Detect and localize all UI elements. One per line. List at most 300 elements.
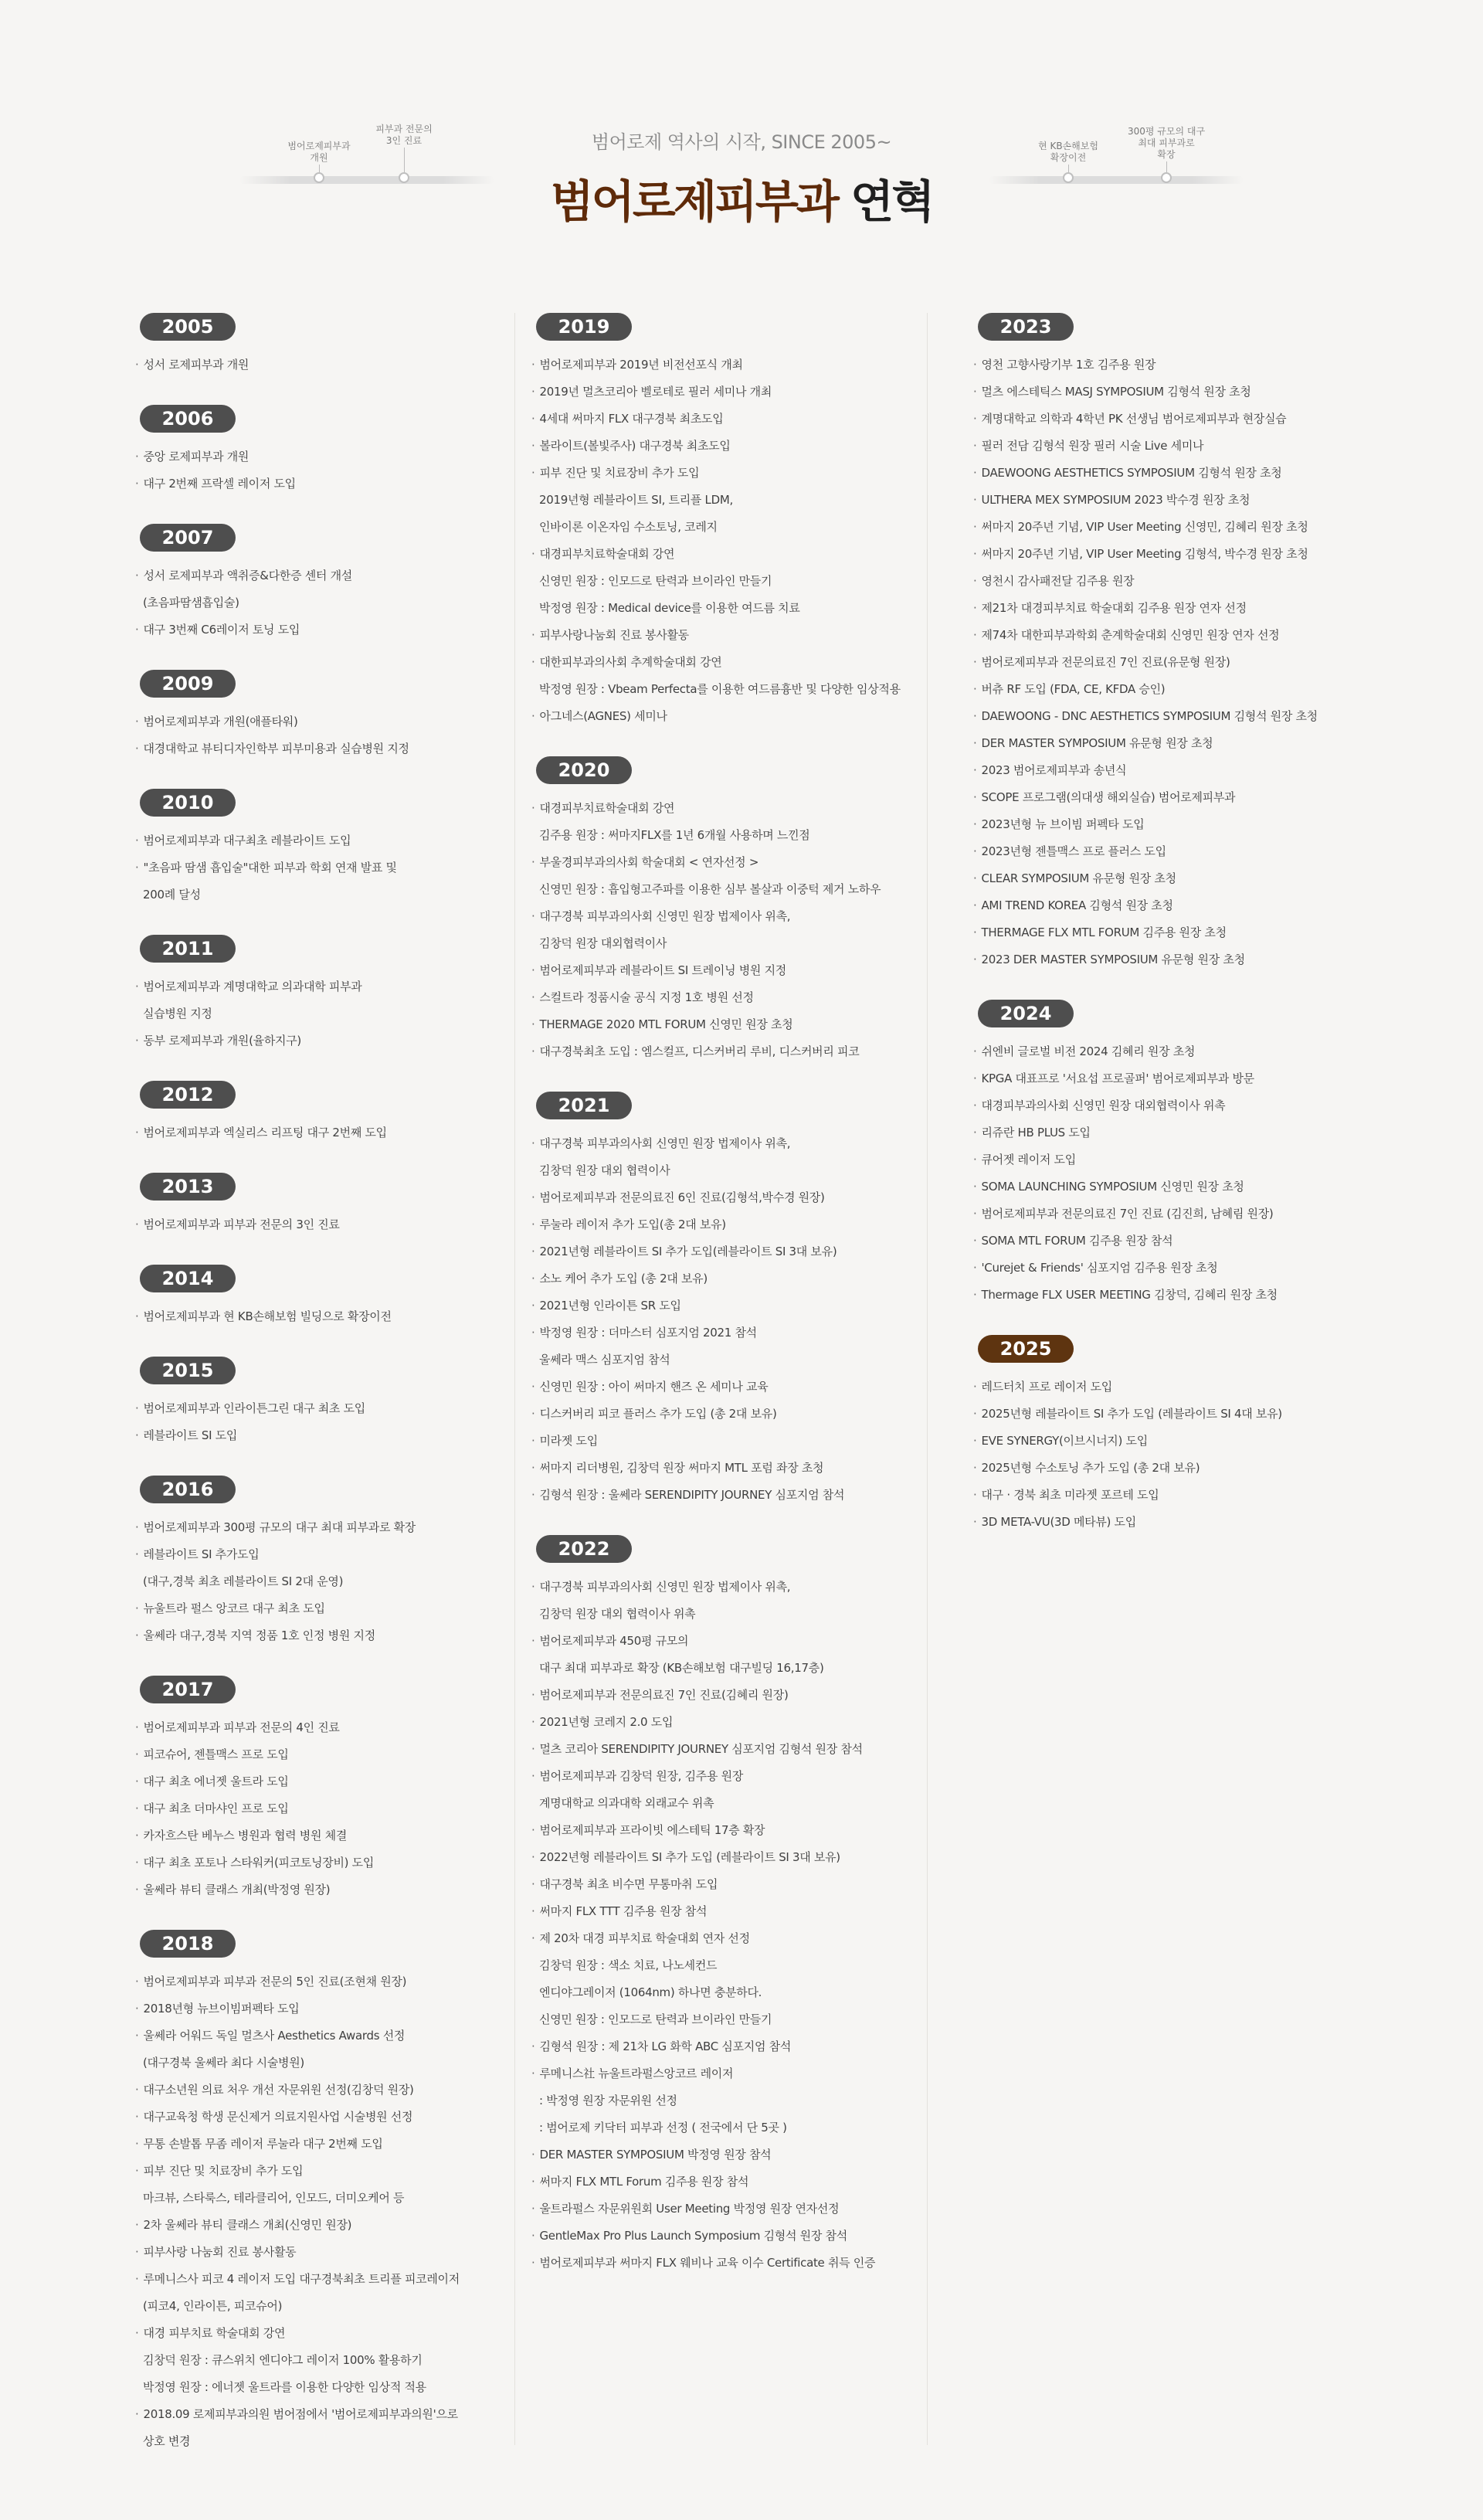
history-item — [973, 433, 1375, 460]
history-item-text: 울쎄라 뷰티 클래스 개최(박정영 원장) — [143, 1883, 331, 1897]
history-item — [135, 1000, 498, 1027]
bullet-icon: · — [531, 1850, 535, 1864]
history-item — [135, 854, 498, 881]
bullet-icon: · — [531, 1136, 535, 1150]
history-item-text: 영천시 감사패전달 김주용 원장 — [981, 574, 1135, 588]
history-item — [973, 1146, 1375, 1173]
history-item-text: 마크뷰, 스타룩스, 테라클리어, 인모드, 더미오케어 등 — [143, 2191, 405, 2205]
history-item-text: 범어로제피부과 계명대학교 의과대학 피부과 — [143, 980, 362, 993]
history-item — [973, 1374, 1375, 1401]
history-item — [135, 1119, 498, 1146]
timeline-stem — [1068, 165, 1069, 172]
bullet-icon: · — [135, 2002, 139, 2016]
history-item — [531, 352, 925, 379]
bullet-icon: · — [531, 1634, 535, 1648]
bullet-icon: · — [973, 412, 977, 426]
bullet-icon: · — [135, 569, 139, 582]
history-item — [135, 1211, 498, 1238]
bullet-icon: · — [973, 1072, 977, 1085]
bullet-icon: · — [531, 1715, 535, 1729]
bullet-icon: · — [973, 520, 977, 534]
history-item-text: 대구 최초 더마샤인 프로 도입 — [143, 1802, 289, 1815]
bullet-icon: · — [135, 715, 139, 728]
history-item-text: 김창덕 원장 대외 협력이사 위촉 — [539, 1607, 696, 1621]
history-item-text: 대경 피부치료 학술대회 강연 — [143, 2326, 286, 2340]
history-item-text: 피부 진단 및 치료장비 추가 도입 — [539, 466, 700, 480]
history-item-text: 범어로제피부과 300평 규모의 대구 최대 피부과로 확장 — [143, 1520, 416, 1534]
history-item — [135, 2050, 498, 2077]
bullet-icon: · — [135, 1747, 139, 1761]
hero-header — [0, 0, 1483, 255]
history-item-text: 디스커버리 피코 플러스 추가 도입 (총 2대 보유) — [539, 1407, 777, 1421]
history-item-text: 범어로제피부과 프라이빗 에스테틱 17층 확장 — [539, 1823, 765, 1837]
history-item — [973, 730, 1375, 757]
bullet-icon: · — [135, 1309, 139, 1323]
year-badge: 2012 — [140, 1081, 236, 1109]
history-item — [973, 460, 1375, 487]
year-section-2021 — [531, 1092, 925, 1509]
history-item-text: 필러 전담 김형석 원장 필러 시술 Live 세미나 — [981, 439, 1204, 453]
year-badge: 2006 — [140, 405, 236, 433]
history-item-text: SCOPE 프로그램(의대생 해외실습) 범어로제피부과 — [981, 790, 1236, 804]
history-item-text: 박정영 원장 : Medical device를 이용한 여드름 치료 — [539, 601, 800, 615]
history-item — [531, 957, 925, 984]
bullet-icon: · — [531, 1742, 535, 1756]
history-item — [531, 1157, 925, 1184]
history-item — [973, 703, 1375, 730]
history-item — [531, 1952, 925, 1979]
bullet-icon: · — [135, 1883, 139, 1897]
timeline-label: 범어로제피부과 개원 — [287, 141, 351, 163]
history-item-text: 2023 범어로제피부과 송년식 — [981, 763, 1127, 777]
year-badge: 2020 — [536, 756, 632, 784]
history-item — [973, 1255, 1375, 1282]
history-item-text: 성서 로제피부과 개원 — [143, 358, 249, 372]
bullet-icon: · — [531, 1823, 535, 1837]
history-item-text: 미라젯 도입 — [539, 1434, 598, 1448]
history-item — [135, 1968, 498, 1995]
bullet-icon: · — [531, 2039, 535, 2053]
history-item — [531, 2223, 925, 2250]
history-item-text: ULTHERA MEX SYMPOSIUM 2023 박수경 원장 초청 — [981, 493, 1251, 507]
history-item — [135, 616, 498, 644]
history-item — [531, 1601, 925, 1628]
history-item-text: 2021년형 코레지 2.0 도입 — [539, 1715, 674, 1729]
bullet-icon: · — [531, 2067, 535, 2080]
history-item-text: 범어로제피부과 레블라이트 SI 트레이닝 병원 지정 — [539, 963, 786, 977]
year-badge: 2018 — [140, 1930, 236, 1958]
year-section-2022 — [531, 1535, 925, 2277]
history-item — [135, 470, 498, 498]
history-item-text: 멀츠 에스테틱스 MASJ SYMPOSIUM 김형석 원장 초청 — [981, 385, 1251, 399]
history-item — [531, 1655, 925, 1682]
history-item-text: 2021년형 인라이튼 SR 도입 — [539, 1299, 681, 1313]
history-item — [531, 1898, 925, 1925]
history-item — [531, 1455, 925, 1482]
history-item-text: 범어로제피부과 대구최초 레블라이트 도입 — [143, 834, 351, 847]
history-item — [135, 352, 498, 379]
bullet-icon: · — [531, 1904, 535, 1918]
bullet-icon: · — [135, 861, 139, 875]
history-item — [135, 2347, 498, 2374]
history-item — [973, 1401, 1375, 1428]
history-item — [531, 1574, 925, 1601]
history-item-text: DAEWOONG AESTHETICS SYMPOSIUM 김형석 원장 초청 — [981, 466, 1282, 480]
history-item — [973, 622, 1375, 649]
bullet-icon: · — [973, 682, 977, 696]
bullet-icon: · — [135, 450, 139, 464]
history-item — [135, 1822, 498, 1849]
history-item-text: "초음파 땀샘 흡입술"대한 피부과 학회 연재 발표 및 — [143, 861, 397, 875]
year-section-2025 — [973, 1335, 1375, 1536]
bullet-icon: · — [973, 1044, 977, 1058]
bullet-icon: · — [135, 1628, 139, 1642]
history-item-text: 2025년형 수소토닝 추가 도입 (총 2대 보유) — [981, 1461, 1200, 1475]
history-item-text: THERMAGE FLX MTL FORUM 김주용 원장 초청 — [981, 925, 1227, 939]
history-item-text: 상호 변경 — [143, 2434, 191, 2448]
history-item — [531, 406, 925, 433]
year-badge: 2019 — [536, 313, 632, 341]
history-item — [135, 2239, 498, 2266]
bullet-icon: · — [973, 439, 977, 453]
history-item-text: 대구경북 피부과의사회 신영민 원장 법제이사 위촉, — [539, 1580, 791, 1594]
bullet-icon: · — [973, 790, 977, 804]
history-item — [973, 568, 1375, 595]
history-column-2 — [531, 313, 925, 2303]
history-item — [531, 903, 925, 930]
history-item-text: DER MASTER SYMPOSIUM 박정영 원장 참석 — [539, 2148, 772, 2162]
bullet-icon: · — [135, 2407, 139, 2421]
history-item-text: 2023년형 젠틀맥스 프로 플러스 도입 — [981, 844, 1166, 858]
history-item-text: 김창덕 원장 대외협력이사 — [539, 936, 667, 950]
history-item-text: 범어로제피부과 김창덕 원장, 김주용 원장 — [539, 1769, 744, 1783]
history-item-text: 김창덕 원장 : 색소 치료, 나노세컨드 — [539, 1958, 718, 1972]
history-item-text: 범어로제피부과 피부과 전문의 4인 진료 — [143, 1720, 340, 1734]
history-item-text: 멀츠 코리아 SERENDIPITY JOURNEY 심포지엄 김형석 원장 참석 — [539, 1742, 863, 1756]
year-section-2012 — [135, 1081, 498, 1146]
timeline-point — [1022, 139, 1115, 183]
history-item — [135, 1714, 498, 1741]
history-item — [135, 1795, 498, 1822]
bullet-icon: · — [531, 1461, 535, 1475]
bullet-icon: · — [135, 358, 139, 372]
history-item-text: Thermage FLX USER MEETING 김창덕, 김혜리 원장 초청 — [981, 1288, 1278, 1302]
history-item — [135, 2158, 498, 2185]
history-item — [135, 443, 498, 470]
year-badge: 2010 — [140, 789, 236, 817]
bullet-icon: · — [973, 1488, 977, 1502]
history-item — [135, 2293, 498, 2320]
history-item — [973, 676, 1375, 703]
timeline-point — [1120, 125, 1213, 183]
history-item — [973, 406, 1375, 433]
history-item-text: 엔디야그레이저 (1064nm) 하나면 충분하다. — [539, 1985, 762, 1999]
history-item — [531, 1428, 925, 1455]
bullet-icon: · — [531, 1218, 535, 1231]
history-item — [531, 2196, 925, 2223]
history-item-text: 뉴울트라 펄스 앙코르 대구 최초 도입 — [143, 1601, 325, 1615]
history-item — [531, 379, 925, 406]
bullet-icon: · — [531, 466, 535, 480]
history-item-text: 버츄 RF 도입 (FDA, CE, KFDA 승인) — [981, 682, 1166, 696]
history-item — [973, 1173, 1375, 1201]
history-item-text: 울트라펄스 자문위원회 User Meeting 박정영 원장 연자선정 — [539, 2202, 840, 2216]
bullet-icon: · — [135, 1775, 139, 1788]
bullet-icon: · — [973, 709, 977, 723]
history-item-text: 2021년형 레블라이트 SI 추가 도입(레블라이트 SI 3대 보유) — [539, 1245, 837, 1258]
history-item-text: 범어로제피부과 개원(애플타워) — [143, 715, 298, 728]
history-item — [973, 919, 1375, 946]
bullet-icon: · — [531, 801, 535, 815]
history-item-text: 루메니스사 피코 4 레이저 도입 대구경북최초 트리플 피코레이저 — [143, 2272, 460, 2286]
history-item — [973, 1428, 1375, 1455]
history-item-text: 성서 로제피부과 액취증&다한증 센터 개설 — [143, 569, 352, 582]
year-badge: 2014 — [140, 1265, 236, 1292]
history-item-text: 대구 · 경북 최초 미라젯 포르테 도입 — [981, 1488, 1159, 1502]
bullet-icon: · — [531, 2175, 535, 2189]
history-item — [135, 1027, 498, 1055]
history-item-text: (초음파땀샘흡입술) — [143, 596, 239, 610]
history-item — [531, 2250, 925, 2277]
bullet-icon: · — [973, 1380, 977, 1394]
history-item-text: 2019년형 레블라이트 SI, 트리플 LDM, — [539, 493, 733, 507]
history-item-text: 박정영 원장 : Vbeam Perfecta를 이용한 여드름흉반 및 다양한 임상적용 — [539, 682, 901, 696]
history-item — [135, 2131, 498, 2158]
bullet-icon: · — [973, 358, 977, 372]
history-item — [973, 1119, 1375, 1146]
bullet-icon: · — [531, 1488, 535, 1502]
history-item — [973, 514, 1375, 541]
history-item — [973, 1482, 1375, 1509]
history-item — [973, 1065, 1375, 1092]
history-item-text: KPGA 대표프로 '서요섭 프로골퍼' 범어로제피부과 방문 — [981, 1072, 1254, 1085]
history-item-text: 범어로제피부과 엑실리스 리프팅 대구 2번째 도입 — [143, 1126, 387, 1139]
history-item-text: 소노 케어 추가 도입 (총 2대 보유) — [539, 1272, 708, 1285]
bullet-icon: · — [973, 385, 977, 399]
year-section-2013 — [135, 1173, 498, 1238]
history-item-text: 김형석 원장 : 울쎄라 SERENDIPITY JOURNEY 심포지엄 참석 — [539, 1488, 845, 1502]
bullet-icon: · — [135, 980, 139, 993]
history-item — [135, 2077, 498, 2104]
history-item — [531, 1628, 925, 1655]
history-item-text: 2023년형 뉴 브이빔 퍼펙타 도입 — [981, 817, 1145, 831]
history-item-text: 대구경북최초 도입 : 엠스컬프, 디스커버리 루비, 디스커버리 피코 — [539, 1044, 860, 1058]
history-item — [531, 514, 925, 541]
bullet-icon: · — [531, 1326, 535, 1340]
history-item-text: 범어로제피부과 피부과 전문의 5인 진료(조현채 원장) — [143, 1975, 407, 1988]
history-item-text: (피코4, 인라이튼, 피코슈어) — [143, 2299, 283, 2313]
bullet-icon: · — [531, 547, 535, 561]
history-item — [135, 2374, 498, 2401]
bullet-icon: · — [973, 1153, 977, 1167]
bullet-icon: · — [531, 1877, 535, 1891]
bullet-icon: · — [973, 574, 977, 588]
year-badge: 2015 — [140, 1357, 236, 1384]
history-item-text: (대구,경북 최초 레블라이트 SI 2대 운영) — [143, 1574, 344, 1588]
bullet-icon: · — [973, 655, 977, 669]
history-item — [135, 1741, 498, 1768]
history-item — [135, 1995, 498, 2022]
bullet-icon: · — [531, 1017, 535, 1031]
history-item — [531, 649, 925, 676]
bullet-icon: · — [973, 1288, 977, 1302]
history-item — [531, 2141, 925, 2168]
history-item-text: 카자흐스탄 베누스 병원과 협력 병원 체결 — [143, 1829, 348, 1842]
bullet-icon: · — [531, 990, 535, 1004]
history-item-text: 신영민 원장 : 흡입형고주파를 이용한 심부 볼살과 이중턱 제거 노하우 — [539, 882, 881, 896]
history-item-text: 범어로제피부과 인라이튼그린 대구 최초 도입 — [143, 1401, 365, 1415]
bullet-icon: · — [973, 844, 977, 858]
title-brand: 범어로제피부과 — [550, 175, 837, 228]
year-section-2014 — [135, 1265, 498, 1330]
history-item-text: 대구 2번째 프락셀 레이저 도입 — [143, 477, 296, 491]
year-section-2024 — [973, 1000, 1375, 1309]
history-item-text: 박정영 원장 : 에너젯 울트라를 이용한 다양한 임상적 적용 — [143, 2380, 426, 2394]
history-item-text: 2022년형 레블라이트 SI 추가 도입 (레블라이트 SI 3대 보유) — [539, 1850, 840, 1864]
history-item — [135, 2320, 498, 2347]
history-item-text: 대구 최대 피부과로 확장 (KB손해보험 대구빌딩 16,17층) — [539, 1661, 824, 1675]
bullet-icon: · — [531, 909, 535, 923]
timeline-dot — [1161, 172, 1172, 183]
year-badge: 2021 — [536, 1092, 632, 1119]
column-divider — [927, 313, 928, 2445]
history-item-text: 써마지 FLX MTL Forum 김주용 원장 참석 — [539, 2175, 749, 2189]
bullet-icon: · — [135, 1601, 139, 1615]
history-item-text: 스컬트라 정품시술 공식 지정 1호 병원 선정 — [539, 990, 754, 1004]
history-item — [973, 541, 1375, 568]
history-item — [531, 2087, 925, 2114]
history-item-text: 피코슈어, 젠틀맥스 프로 도입 — [143, 1747, 289, 1761]
history-item — [531, 1709, 925, 1736]
bullet-icon: · — [531, 2229, 535, 2243]
history-item-text: 대경피부과의사회 신영민 원장 대외협력이사 위촉 — [981, 1099, 1226, 1112]
bullet-icon: · — [973, 925, 977, 939]
bullet-icon: · — [531, 358, 535, 372]
history-item-text: 대구경북 피부과의사회 신영민 원장 법제이사 위촉, — [539, 909, 791, 923]
bullet-icon: · — [531, 1580, 535, 1594]
history-item — [531, 1817, 925, 1844]
year-badge: 2023 — [978, 313, 1074, 341]
history-item-text: 대한피부과의사회 추계학술대회 강연 — [539, 655, 722, 669]
history-item — [973, 487, 1375, 514]
bullet-icon: · — [135, 1428, 139, 1442]
history-item-text: 신영민 원장 : 인모드로 탄력과 브이라인 만들기 — [539, 2012, 772, 2026]
history-item-text: 써마지 리더병원, 김창덕 원장 써마지 MTL 포럼 좌장 초청 — [539, 1461, 824, 1475]
history-item-text: 범어로제피부과 써마지 FLX 웨비나 교육 이수 Certificate 취득 인증 — [539, 2256, 876, 2270]
history-item-text: 4세대 써마지 FLX 대구경북 최초도입 — [539, 412, 724, 426]
timeline-stem — [1166, 161, 1167, 172]
history-item-text: 대경대학교 뷰티디자인학부 피부미용과 실습병원 지정 — [143, 742, 409, 756]
bullet-icon: · — [135, 1856, 139, 1870]
history-item — [135, 1514, 498, 1541]
history-item-text: 대경피부치료학술대회 강연 — [539, 801, 675, 815]
history-item-text: 김창덕 원장 : 큐스위치 엔디야그 레이저 100% 활용하기 — [143, 2353, 423, 2367]
bullet-icon: · — [135, 1802, 139, 1815]
year-section-2005 — [135, 313, 498, 379]
history-item-text: 박정영 원장 : 더마스터 심포지엄 2021 참석 — [539, 1326, 757, 1340]
bullet-icon: · — [531, 855, 535, 869]
history-item-text: 제74차 대한피부과학회 춘계학술대회 신영민 원장 연자 선정 — [981, 628, 1280, 642]
history-item — [531, 822, 925, 849]
history-item — [973, 865, 1375, 892]
history-item — [135, 881, 498, 908]
history-item — [531, 541, 925, 568]
history-item — [531, 1011, 925, 1038]
history-item — [973, 892, 1375, 919]
bullet-icon: · — [135, 623, 139, 637]
page-subtitle: 범어로제 역사의 시작, SINCE 2005~ — [591, 131, 892, 153]
history-item-text: 200례 달성 — [143, 888, 201, 902]
history-item-text: 2018.09 로제피부과의원 범어점에서 '범어로제피부과의원'으로 — [143, 2407, 458, 2421]
year-section-2023 — [973, 313, 1375, 973]
bullet-icon: · — [531, 385, 535, 399]
bullet-icon: · — [135, 1547, 139, 1561]
timeline-label: 피부과 전문의 3인 진료 — [375, 124, 433, 146]
bullet-icon: · — [973, 871, 977, 885]
year-badge: 2017 — [140, 1676, 236, 1703]
history-item — [531, 568, 925, 595]
year-badge: 2013 — [140, 1173, 236, 1201]
history-item-text: 범어로제피부과 전문의료진 7인 진료(유문형 원장) — [981, 655, 1230, 669]
history-item — [531, 1038, 925, 1065]
history-item — [531, 1979, 925, 2006]
bullet-icon: · — [531, 1931, 535, 1945]
year-section-2011 — [135, 935, 498, 1055]
history-item — [531, 2060, 925, 2087]
history-item — [531, 2168, 925, 2196]
history-item — [135, 2401, 498, 2428]
bullet-icon: · — [135, 742, 139, 756]
history-item — [531, 703, 925, 730]
bullet-icon: · — [973, 817, 977, 831]
bullet-icon: · — [135, 2272, 139, 2286]
history-item-text: 동부 로제피부과 개원(율하지구) — [143, 1034, 301, 1048]
history-item-text: 쉬엔비 글로벌 비전 2024 김혜리 원장 초청 — [981, 1044, 1196, 1058]
history-item-text: 대구 3번째 C6레이저 토닝 도입 — [143, 623, 300, 637]
history-item — [135, 1422, 498, 1449]
history-item — [531, 2006, 925, 2033]
history-item — [135, 2104, 498, 2131]
history-item-text: GentleMax Pro Plus Launch Symposium 김형석 원장 참석 — [539, 2229, 847, 2243]
history-item — [973, 1282, 1375, 1309]
history-item-text: 신영민 원장 : 인모드로 탄력과 브이라인 만들기 — [539, 574, 772, 588]
history-item-text: 계명대학교 의과대학 외래교수 위촉 — [539, 1796, 714, 1810]
history-item — [531, 1844, 925, 1871]
history-item-text: 대구 최초 포토나 스타워커(피코토닝장비) 도입 — [143, 1856, 375, 1870]
history-item-text: : 범어로제 키닥터 피부과 선정 ( 전국에서 단 5곳 ) — [539, 2121, 787, 2135]
bullet-icon: · — [531, 1245, 535, 1258]
bullet-icon: · — [135, 2029, 139, 2043]
timeline-dot — [1063, 172, 1074, 183]
history-item — [531, 1292, 925, 1319]
history-item-text: AMI TREND KOREA 김형석 원장 초청 — [981, 898, 1173, 912]
history-item — [135, 708, 498, 735]
year-section-2018 — [135, 1930, 498, 2455]
bullet-icon: · — [973, 1461, 977, 1475]
history-item-text: 김형석 원장 : 제 21차 LG 화학 ABC 심포지엄 참석 — [539, 2039, 792, 2053]
bullet-icon: · — [135, 2083, 139, 2097]
history-item — [135, 735, 498, 762]
history-item-text: 울쎄라 어워드 독일 멀츠사 Aesthetics Awards 선정 — [143, 2029, 406, 2043]
bullet-icon: · — [531, 1407, 535, 1421]
year-section-2020 — [531, 756, 925, 1065]
history-item-text: 신영민 원장 : 아이 써마지 핸즈 온 세미나 교육 — [539, 1380, 769, 1394]
bullet-icon: · — [135, 477, 139, 491]
history-item-text: 써마지 FLX TTT 김주용 원장 참석 — [539, 1904, 708, 1918]
history-item — [531, 1319, 925, 1347]
bullet-icon: · — [531, 628, 535, 642]
history-item-text: 제21차 대경피부치료 학술대회 김주용 원장 연자 선정 — [981, 601, 1247, 615]
